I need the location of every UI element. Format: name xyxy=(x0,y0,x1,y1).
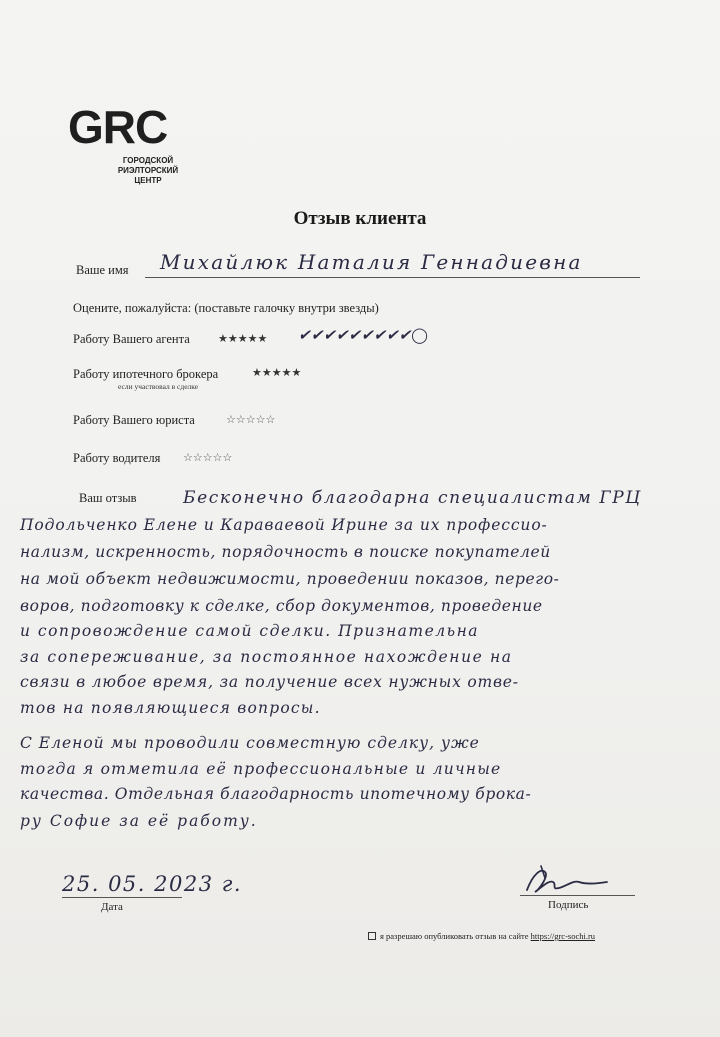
signature-label: Подпись xyxy=(548,899,589,911)
rating-broker-stars[interactable]: ★★★★★ xyxy=(252,367,302,379)
date-label: Дата xyxy=(101,901,123,913)
review-line: Бесконечно благодарна специалистам ГРЦ xyxy=(183,488,642,508)
review-label: Ваш отзыв xyxy=(79,491,137,505)
logo-mark: GRC xyxy=(68,101,168,153)
review-line: Подольченко Елене и Караваевой Ирине за их профессио- xyxy=(20,516,548,534)
consent-line[interactable] xyxy=(368,931,595,941)
form-title: Отзыв клиента xyxy=(293,208,427,229)
signature-scribble xyxy=(515,860,625,900)
review-line: тов на появляющиеся вопросы. xyxy=(20,699,321,717)
rating-driver-label: Работу водителя xyxy=(73,451,161,465)
review-line: ру Софие за её работу. xyxy=(20,812,258,830)
rating-broker-note: если участвовал в сделке xyxy=(118,382,199,391)
date-value[interactable]: 25. 05. 2023 г. xyxy=(62,872,243,896)
rating-broker-label: Работу ипотечного брокера xyxy=(73,367,219,381)
logo-line-3: ЦЕНТР xyxy=(134,176,162,185)
review-line: С Еленой мы проводили совместную сделку, уже xyxy=(20,734,480,752)
name-label: Ваше имя xyxy=(76,263,129,277)
rating-driver-stars[interactable]: ☆☆☆☆☆ xyxy=(183,452,233,464)
consent-text: я разрешаю опубликовать отзыв на сайте xyxy=(380,931,529,941)
review-line: воров, подготовку к сделке, сбор документов, проведение xyxy=(20,597,543,615)
rate-instruction: Оцените, пожалуйста: (поставьте галочку внутри звезды) xyxy=(73,301,379,315)
review-line: качества. Отдельная благодарность ипотечному брока- xyxy=(20,785,532,803)
rating-lawyer-stars[interactable]: ☆☆☆☆☆ xyxy=(226,414,276,426)
rating-agent-stars[interactable]: ★★★★★ xyxy=(218,333,268,345)
review-line: тогда я отметила её профессиональные и личные xyxy=(20,760,502,778)
rating-agent-handwritten-marks: ✔✔✔✔✔✔✔✔✔◯ xyxy=(298,326,428,344)
name-underline xyxy=(145,277,640,278)
review-line: нализм, искренность, порядочность в поиске покупателей xyxy=(20,543,551,561)
rating-lawyer-label: Работу Вашего юриста xyxy=(73,413,195,427)
logo-subtitle xyxy=(98,156,198,186)
rating-agent-label: Работу Вашего агента xyxy=(73,332,190,346)
review-line: связи в любое время, за получение всех нужных отве- xyxy=(20,673,519,691)
review-line: за сопереживание, за постоянное нахождение на xyxy=(20,648,513,666)
date-underline xyxy=(62,897,182,898)
grc-logo xyxy=(68,101,208,185)
review-line: на мой объект недвижимости, проведении показов, перего- xyxy=(20,570,560,588)
logo-line-1: ГОРОДСКОЙ xyxy=(122,156,174,165)
name-value[interactable]: Михайлюк Наталия Геннадиевна xyxy=(160,250,583,274)
logo-line-2: РИЭЛТОРСКИЙ xyxy=(117,166,179,175)
review-line: и сопровождение самой сделки. Признательна xyxy=(20,622,480,640)
consent-checkbox[interactable] xyxy=(368,932,376,940)
consent-link[interactable]: https://grc-sochi.ru xyxy=(530,931,596,941)
signature-underline xyxy=(520,895,635,896)
